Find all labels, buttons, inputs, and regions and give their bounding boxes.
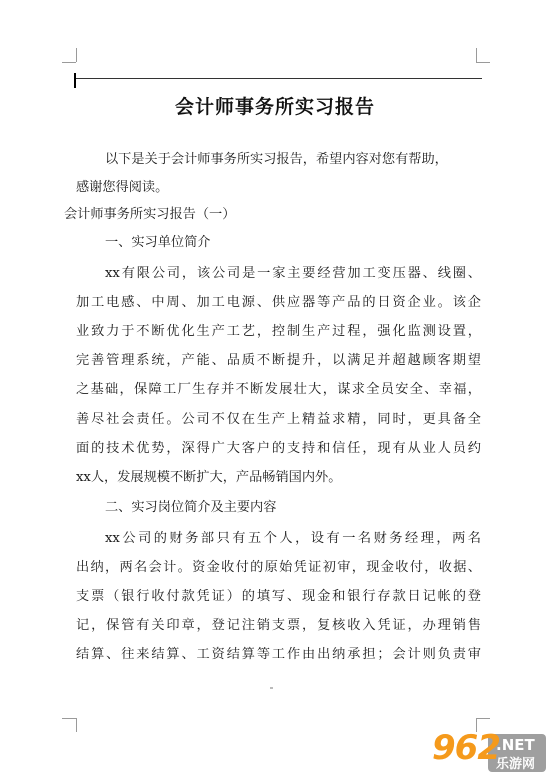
crop-mark-top-right-v xyxy=(476,48,477,62)
page-marker-dot xyxy=(270,687,273,689)
paragraph-2-line-2[interactable]: 出纳，两名会计。资金收付的原始凭证初审，现金收付，收据、 xyxy=(76,560,481,575)
paragraph-1-line-4[interactable]: 完善管理系统，产能、品质不断提升，以满足并超越顾客期望 xyxy=(76,353,481,368)
paragraph-2-line-5[interactable]: 结算、往来结算、工资结算等工作由出纳承担；会计则负责审 xyxy=(76,647,481,662)
paragraph-1-line-2[interactable]: 加工电感、中周、加工电源、供应器等产品的日资企业。该企 xyxy=(76,295,481,310)
crop-mark-top-left-v xyxy=(76,48,77,62)
paragraph-1-line-7[interactable]: 面的技术优势，深得广大客户的支持和信任，现有从业人员约 xyxy=(76,441,481,456)
paragraph-1-line-8[interactable]: xx人，发展规模不断扩大，产品畅销国内外。 xyxy=(76,470,342,485)
paragraph-1-line-3[interactable]: 业致力于不断优化生产工艺，控制生产过程，强化监测设置， xyxy=(76,324,481,339)
subheading-2[interactable]: 二、实习岗位简介及主要内容 xyxy=(105,500,277,515)
crop-mark-bottom-left-h xyxy=(62,718,76,719)
crop-mark-bottom-right-h xyxy=(476,718,490,719)
paragraph-1-line-6[interactable]: 善尽社会责任。公司不仅在生产上精益求精，同时，更具备全 xyxy=(76,412,481,427)
paragraph-1-line-1[interactable]: xx有限公司，该公司是一家主要经营加工变压器、线圈、 xyxy=(105,266,481,281)
subheading-1[interactable]: 一、实习单位简介 xyxy=(105,235,211,250)
watermark-site-name: 乐游网 xyxy=(496,757,536,772)
site-watermark-logo xyxy=(418,728,548,778)
paragraph-2-line-4[interactable]: 记，保管有关印章，登记注销支票，复核收入凭证，办理销售 xyxy=(76,618,481,633)
document-title[interactable]: 会计师事务所实习报告 xyxy=(174,96,375,118)
section-heading[interactable]: 会计师事务所实习报告（一） xyxy=(64,207,236,222)
paragraph-2-line-1[interactable]: xx公司的财务部只有五个人，设有一名财务经理，两名 xyxy=(105,531,481,546)
watermark-number: 962 xyxy=(432,728,500,768)
header-rule xyxy=(76,78,482,79)
intro-line-1[interactable]: 以下是关于会计师事务所实习报告，希望内容对您有帮助， xyxy=(105,152,448,167)
intro-line-2[interactable]: 感谢您得阅读。 xyxy=(76,180,169,195)
text-cursor xyxy=(74,73,76,88)
paragraph-1-line-5[interactable]: 之基础，保障工厂生存并不断发展壮大，谋求全员安全、幸福， xyxy=(76,382,481,397)
watermark-domain: .NET xyxy=(496,736,535,754)
crop-mark-top-right-h xyxy=(476,62,490,63)
crop-mark-bottom-left-v xyxy=(76,718,77,732)
paragraph-2-line-3[interactable]: 支票（银行收付款凭证）的填写、现金和银行存款日记帐的登 xyxy=(76,589,481,604)
crop-mark-top-left-h xyxy=(62,62,76,63)
